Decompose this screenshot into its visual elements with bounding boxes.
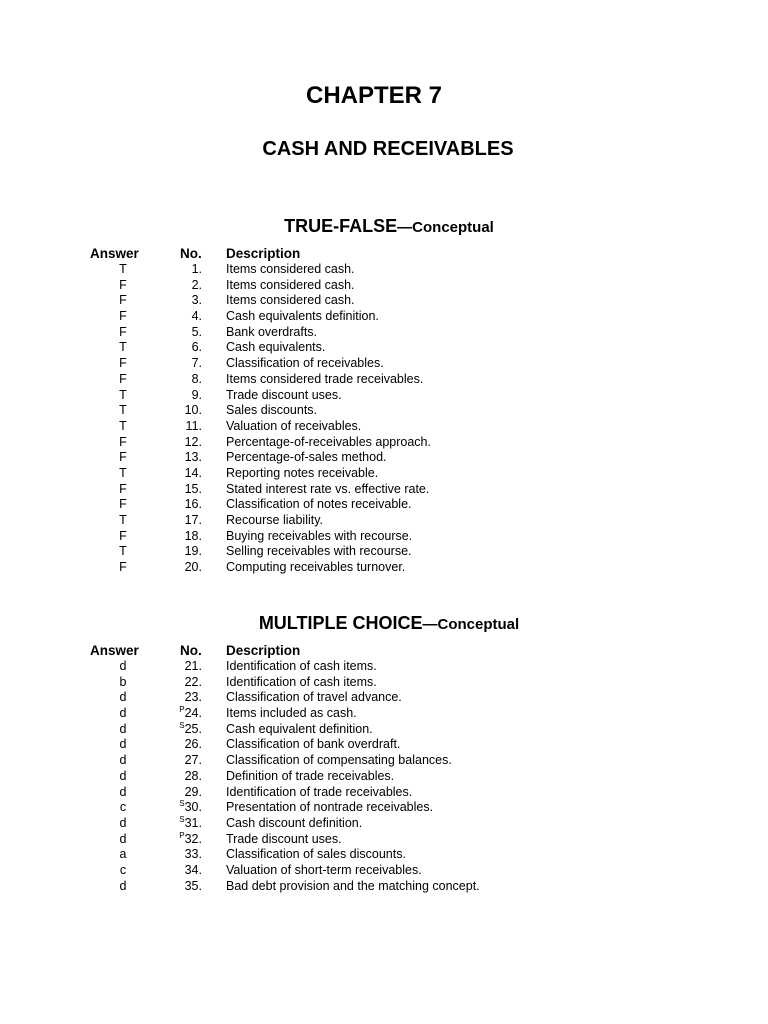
question-row (0, 388, 600, 404)
number-column-header: No. (180, 246, 202, 261)
answer-cell: F (119, 277, 127, 292)
answer-cell: d (119, 784, 127, 799)
description-cell: Cash equivalents. (226, 340, 326, 355)
question-number-cell (150, 722, 202, 738)
description-cell: Identification of cash items. (226, 674, 377, 689)
question-number: 23. (184, 690, 202, 705)
answer-cell: a (119, 847, 127, 862)
question-mark-superscript: S (179, 799, 185, 809)
section-heading-main: TRUE-FALSE (284, 216, 398, 236)
multiple-choice-table (0, 642, 600, 894)
question-row (0, 737, 600, 753)
answer-column-header: Answer (90, 246, 139, 261)
section-heading-main: MULTIPLE CHOICE (258, 613, 423, 633)
question-row (0, 816, 600, 832)
answer-cell: c (119, 800, 127, 815)
question-number-cell (150, 497, 202, 513)
description-cell: Cash discount definition. (226, 815, 363, 830)
answer-cell: d (119, 690, 127, 705)
question-row (0, 325, 600, 341)
answer-cell: T (119, 513, 127, 527)
question-number-cell (150, 690, 202, 706)
description-cell: Computing receivables turnover. (226, 560, 406, 575)
description-cell: Classification of receivables. (226, 356, 384, 371)
question-row (0, 372, 600, 388)
description-cell: Classification of sales discounts. (226, 847, 406, 862)
question-number: 13. (184, 450, 202, 465)
question-number: 29. (184, 784, 202, 799)
question-number: 9. (191, 387, 202, 402)
question-number-cell (150, 863, 202, 879)
question-number: 2. (191, 277, 202, 292)
description-cell: Recourse liability. (226, 513, 324, 527)
question-mark-superscript: P (179, 704, 185, 714)
question-number: 26. (184, 737, 202, 752)
question-number-cell (150, 482, 202, 498)
question-number: 30. (184, 800, 202, 815)
question-row (0, 356, 600, 372)
question-row (0, 847, 600, 863)
question-number-cell (150, 435, 202, 451)
description-cell: Classification of bank overdraft. (226, 737, 401, 752)
question-number-cell (150, 450, 202, 466)
chapter-title: CHAPTER 7 (305, 82, 443, 109)
answer-cell: F (119, 434, 127, 449)
description-cell: Trade discount uses. (226, 387, 342, 402)
answer-cell: d (119, 737, 127, 752)
question-number-cell (150, 340, 202, 356)
description-cell: Definition of trade receivables. (226, 768, 395, 783)
description-cell: Identification of trade receivables. (226, 784, 413, 799)
answer-cell: F (119, 450, 127, 465)
question-number: 32. (184, 831, 202, 846)
question-row (0, 659, 600, 675)
description-cell: Bank overdrafts. (226, 324, 318, 339)
question-number-cell (150, 278, 202, 294)
question-row (0, 293, 600, 309)
description-cell: Classification of travel advance. (226, 690, 402, 705)
question-number: 5. (191, 324, 202, 339)
question-number-cell (150, 769, 202, 785)
description-cell: Percentage-of-receivables approach. (226, 434, 431, 449)
question-number: 18. (184, 528, 202, 543)
description-cell: Presentation of nontrade receivables. (226, 800, 434, 815)
answer-cell: T (119, 340, 127, 355)
question-number: 8. (191, 371, 202, 386)
description-cell: Valuation of short-term receivables. (226, 862, 422, 877)
description-cell: Trade discount uses. (226, 831, 342, 846)
answer-cell: T (119, 418, 127, 433)
question-number: 20. (184, 560, 202, 575)
answer-cell: d (119, 878, 127, 893)
description-cell: Stated interest rate vs. effective rate. (226, 481, 430, 496)
question-number-cell (150, 879, 202, 895)
question-number: 22. (184, 674, 202, 689)
question-row (0, 513, 600, 529)
description-cell: Classification of compensating balances. (226, 753, 452, 768)
question-number-cell (150, 293, 202, 309)
question-row (0, 863, 600, 879)
question-row (0, 278, 600, 294)
answer-cell: d (119, 753, 127, 768)
answer-cell: T (119, 465, 127, 480)
question-row (0, 544, 600, 560)
answer-cell: F (119, 560, 127, 575)
question-number-cell (150, 675, 202, 691)
question-number-cell (150, 325, 202, 341)
answer-cell: F (119, 309, 127, 324)
question-number: 12. (184, 434, 202, 449)
question-row (0, 690, 600, 706)
answer-cell: T (119, 387, 127, 402)
question-number-cell (150, 262, 202, 278)
answer-cell: d (119, 706, 127, 721)
question-number: 21. (184, 659, 202, 673)
answer-cell: F (119, 324, 127, 339)
description-cell: Identification of cash items. (226, 659, 377, 673)
question-number-cell (150, 785, 202, 801)
answer-cell: d (119, 721, 127, 736)
question-number: 6. (191, 340, 202, 355)
question-number: 24. (184, 706, 202, 721)
question-mark-superscript: S (179, 814, 185, 824)
true-false-heading (0, 214, 768, 240)
question-number-cell (150, 847, 202, 863)
question-row (0, 529, 600, 545)
table-header-row (0, 245, 600, 262)
answer-cell: F (119, 293, 127, 308)
question-number: 27. (184, 753, 202, 768)
question-number: 7. (191, 356, 202, 371)
question-number-cell (150, 372, 202, 388)
question-row (0, 419, 600, 435)
answer-cell: d (119, 815, 127, 830)
question-number: 16. (184, 497, 202, 512)
description-cell: Classification of notes receivable. (226, 497, 412, 512)
question-number: 19. (184, 544, 202, 559)
question-number: 1. (191, 262, 202, 276)
question-number: 25. (184, 721, 202, 736)
question-number-cell (150, 560, 202, 576)
answer-cell: b (119, 674, 127, 689)
question-mark-superscript: P (179, 830, 185, 840)
question-number-cell (150, 737, 202, 753)
description-cell: Items considered cash. (226, 277, 355, 292)
question-row (0, 769, 600, 785)
question-number-cell (150, 513, 202, 529)
answer-cell: T (119, 262, 127, 276)
question-row (0, 800, 600, 816)
question-row (0, 450, 600, 466)
description-cell: Buying receivables with recourse. (226, 528, 413, 543)
question-number: 35. (184, 878, 202, 893)
description-cell: Items considered cash. (226, 293, 355, 308)
question-number: 11. (185, 418, 202, 433)
question-number: 3. (191, 293, 202, 308)
question-number: 10. (184, 403, 202, 418)
description-cell: Valuation of receivables. (226, 418, 362, 433)
question-number: 4. (191, 309, 202, 324)
question-number: 17. (184, 513, 202, 527)
description-cell: Bad debt provision and the matching concept. (226, 878, 480, 893)
description-cell: Sales discounts. (226, 403, 318, 418)
description-cell: Cash equivalent definition. (226, 721, 373, 736)
answer-cell: F (119, 481, 127, 496)
answer-column-header: Answer (90, 643, 139, 658)
question-row (0, 753, 600, 769)
question-number-cell (150, 544, 202, 560)
answer-cell: F (119, 528, 127, 543)
question-number: 15. (184, 481, 202, 496)
question-row (0, 832, 600, 848)
description-column-header: Description (226, 643, 301, 658)
question-row (0, 262, 600, 278)
answer-cell: d (119, 831, 127, 846)
section-heading-sub: —Conceptual (422, 616, 520, 633)
question-number-cell (150, 403, 202, 419)
question-row (0, 482, 600, 498)
answer-cell: F (119, 371, 127, 386)
question-number-cell (150, 706, 202, 722)
multiple-choice-heading (0, 611, 768, 637)
description-column-header: Description (226, 246, 301, 261)
question-row (0, 497, 600, 513)
answer-cell: c (119, 862, 127, 877)
question-number-cell (150, 529, 202, 545)
answer-cell: F (119, 356, 127, 371)
question-number-cell (150, 356, 202, 372)
answer-cell: d (119, 768, 127, 783)
answer-cell: d (119, 659, 127, 673)
question-number-cell (150, 753, 202, 769)
question-row (0, 340, 600, 356)
description-cell: Items considered cash. (226, 262, 355, 276)
question-row (0, 560, 600, 576)
question-mark-superscript: S (179, 720, 185, 730)
question-row (0, 466, 600, 482)
question-number-cell (150, 309, 202, 325)
description-cell: Items considered trade receivables. (226, 371, 424, 386)
answer-cell: T (119, 403, 127, 418)
question-row (0, 403, 600, 419)
question-row (0, 435, 600, 451)
question-row (0, 879, 600, 895)
question-number-cell (150, 816, 202, 832)
question-number-cell (150, 388, 202, 404)
question-number-cell (150, 466, 202, 482)
answer-cell: T (119, 544, 127, 559)
number-column-header: No. (180, 643, 202, 658)
description-cell: Selling receivables with recourse. (226, 544, 412, 559)
question-row (0, 309, 600, 325)
question-number: 14. (184, 465, 202, 480)
question-number: 31. (184, 815, 202, 830)
table-header-row (0, 642, 600, 659)
section-heading-sub: —Conceptual (397, 219, 494, 236)
question-number: 34. (184, 862, 202, 877)
question-number-cell (150, 800, 202, 816)
description-cell: Reporting notes receivable. (226, 465, 379, 480)
question-number: 33. (184, 847, 202, 862)
question-row (0, 706, 600, 722)
question-number-cell (150, 832, 202, 848)
question-row (0, 675, 600, 691)
question-row (0, 785, 600, 801)
true-false-table (0, 245, 600, 576)
description-cell: Items included as cash. (226, 706, 357, 721)
description-cell: Cash equivalents definition. (226, 309, 379, 324)
question-number-cell (150, 419, 202, 435)
answer-cell: F (119, 497, 127, 512)
question-row (0, 722, 600, 738)
chapter-subtitle: CASH AND RECEIVABLES (262, 138, 514, 160)
description-cell: Percentage-of-sales method. (226, 450, 387, 465)
question-number-cell (150, 659, 202, 675)
question-number: 28. (184, 768, 202, 783)
